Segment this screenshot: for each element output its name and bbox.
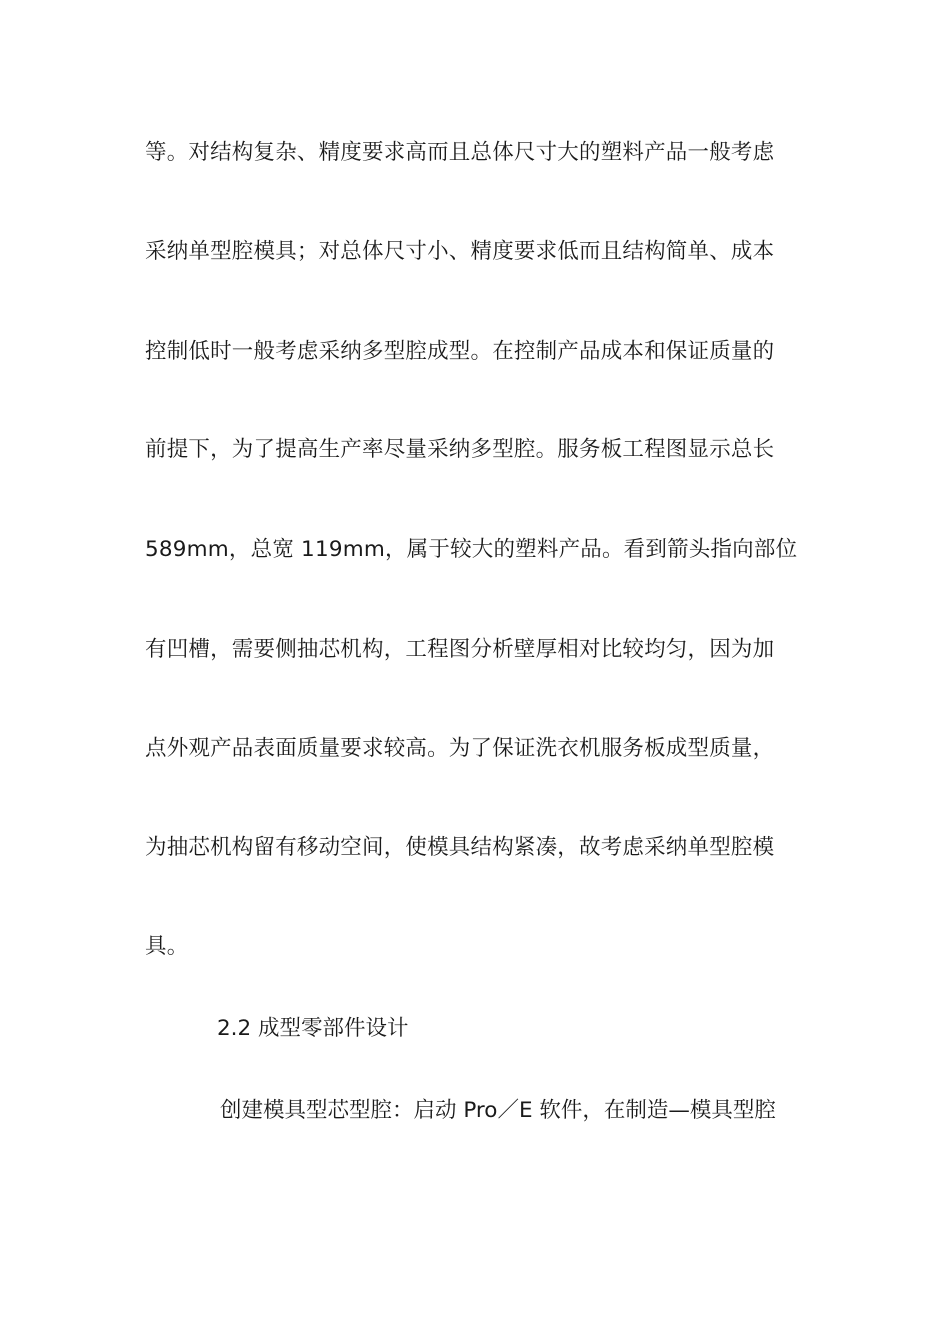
paragraph-line: 等。对结构复杂、精度要求高而且总体尺寸大的塑料产品一般考虑 [145,140,775,165]
paragraph-line: 点外观产品表面质量要求较高。为了保证洗衣机服务板成型质量， [145,736,775,761]
paragraph-line: 具。 [145,934,189,959]
paragraph-line: 采纳单型腔模具；对总体尺寸小、精度要求低而且结构简单、成本 [145,239,775,264]
section-heading: 2.2 成型零部件设计 [217,1016,409,1041]
paragraph-line: 为抽芯机构留有移动空间，使模具结构紧凑，故考虑采纳单型腔模 [145,835,775,860]
paragraph-line: 589mm，总宽 119mm，属于较大的塑料产品。看到箭头指向部位 [145,537,798,562]
paragraph-line: 有凹槽，需要侧抽芯机构，工程图分析壁厚相对比较均匀，因为加 [145,637,775,662]
paragraph-line: 前提下，为了提高生产率尽量采纳多型腔。服务板工程图显示总长 [145,437,775,462]
paragraph-line: 创建模具型芯型腔：启动 Pro／E 软件，在制造—模具型腔 [220,1098,776,1123]
paragraph-line: 控制低时一般考虑采纳多型腔成型。在控制产品成本和保证质量的 [145,339,775,364]
